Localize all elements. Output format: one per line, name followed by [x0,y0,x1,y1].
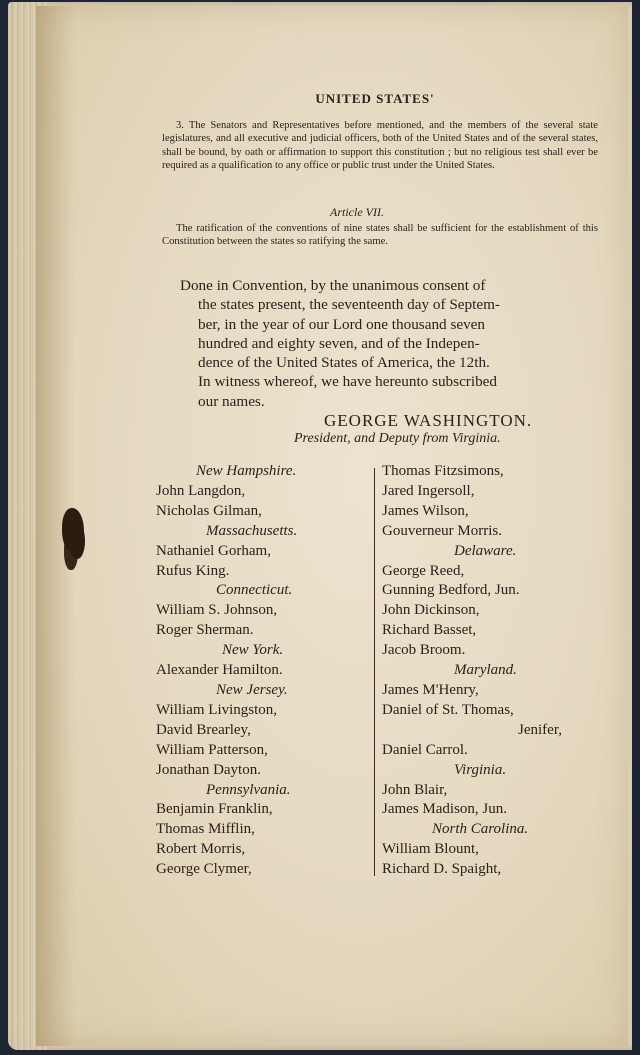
section-3-paragraph: 3. The Senators and Representatives before mentioned, and the members of the several state legislatures, and all executive and judicial officers, both of the United States and of the several states, shall be bound, by oath or affirmation to support this constitution ; but no religious test shall ever be required as a qualification to any office or public trust under the United States. [162,120,598,172]
signers-left-column [156,462,366,880]
state-heading: Pennsylvania. [206,781,291,798]
running-header: UNITED STATES' [315,91,435,106]
signer-name: Jenifer, [518,721,562,738]
done-in-convention-paragraph [180,276,596,411]
signer-name: Gunning Bedford, Jun. [382,582,520,599]
done-line: the states present, the seventeenth day of Septem- [198,296,500,314]
signer-name: James M'Henry, [382,681,479,698]
done-line: our names. [198,392,265,410]
signer-name: John Langdon, [156,482,246,499]
signer-name: Richard D. Spaight, [382,861,502,878]
signer-name: Nicholas Gilman, [156,502,262,519]
signer-name: John Dickinson, [382,602,480,619]
signer-name: James Madison, Jun. [382,801,507,818]
state-heading: New York. [222,642,284,659]
signer-name: Nathaniel Gorham, [156,542,271,559]
state-heading: New Jersey. [216,681,288,698]
state-heading: Maryland. [454,662,517,679]
signatory-title: President, and Deputy from Virginia. [294,431,501,446]
signer-name: Robert Morris, [156,841,246,858]
signer-name: David Brearley, [156,721,251,738]
signer-name: William S. Johnson, [156,602,278,619]
column-divider [374,468,375,876]
signer-name: William Livingston, [156,701,278,718]
signer-name: George Reed, [382,562,465,579]
signer-name: Benjamin Franklin, [156,801,273,818]
done-line: In witness whereof, we have hereunto subscribed [198,373,498,391]
signer-name: William Patterson, [156,741,268,758]
state-heading: Delaware. [454,542,517,559]
state-heading: Massachusetts. [206,522,298,539]
signer-name: Richard Basset, [382,622,477,639]
done-line: dence of the United States of America, the 12th. [198,354,490,372]
signer-name: Daniel of St. Thomas, [382,701,514,718]
signer-name: Rufus King. [156,562,230,579]
signer-name: Thomas Fitzsimons, [382,463,504,479]
signer-name: Gouverneur Morris. [382,522,502,539]
state-heading: Connecticut. [216,582,293,599]
article-7-paragraph: The ratification of the conventions of nine states shall be sufficient for the establishment of this Constitution between the states so ratifying the same. [162,223,598,248]
signer-name: John Blair, [382,781,448,798]
state-heading: Virginia. [454,761,507,778]
signer-name: Alexander Hamilton. [156,662,283,679]
signer-name: Daniel Carrol. [382,741,468,758]
signer-name: Jonathan Dayton. [156,761,261,778]
done-line: Done in Convention, by the unanimous consent of [180,277,486,294]
state-heading: New Hampshire. [196,463,297,479]
article-heading: Article VII. [330,205,384,219]
done-line: hundred and eighty seven, and of the Indepen- [198,334,480,352]
signer-name: James Wilson, [382,502,469,519]
signer-name: Thomas Mifflin, [156,821,255,838]
signer-name: George Clymer, [156,861,252,878]
signer-name: Jacob Broom. [382,642,466,659]
done-line: ber, in the year of our Lord one thousand seven [198,315,486,333]
signer-name: Jared Ingersoll, [382,482,475,499]
signer-name: Roger Sherman. [156,622,254,639]
signers-right-column [382,462,612,880]
signer-name: William Blount, [382,841,479,858]
signatory-name: GEORGE WASHINGTON. [324,411,533,430]
state-heading: North Carolina. [432,821,529,838]
